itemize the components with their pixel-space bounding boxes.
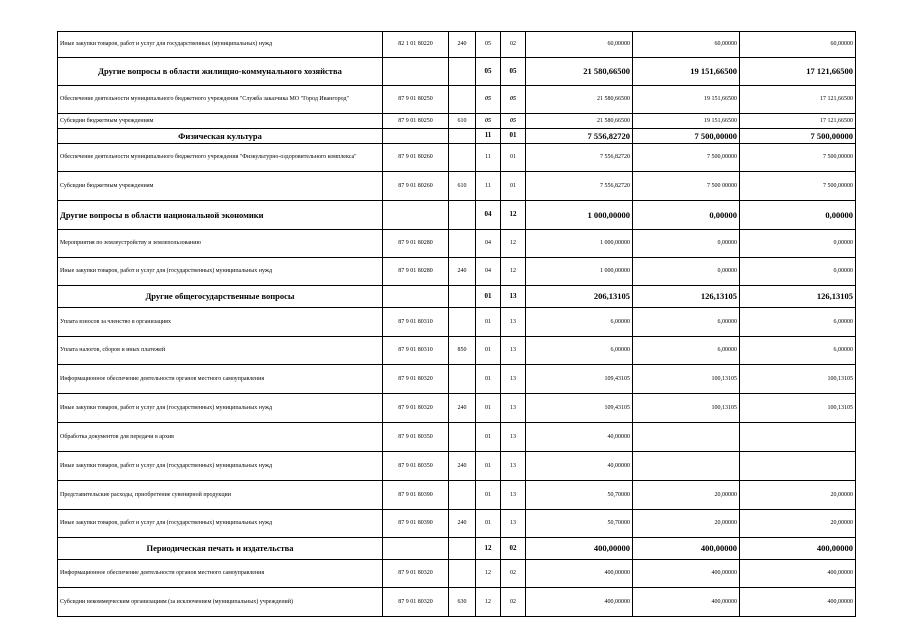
row-name-cell: Обеспечение деятельности муниципального бюджетного учреждения "Служба заказчика МО "Город Ивангород" <box>58 86 383 114</box>
expense-type-cell <box>449 481 476 510</box>
amount-year2-cell: 6,00000 <box>633 308 740 337</box>
amount-year2-cell: 20,00000 <box>633 481 740 510</box>
subsection-cell: 05 <box>501 86 526 114</box>
section-cell: 11 <box>476 144 501 172</box>
amount-year2-cell: 400,00000 <box>633 560 740 588</box>
amount-year2-cell: 7 500,00000 <box>633 129 740 144</box>
expense-type-cell <box>449 144 476 172</box>
expense-type-cell <box>449 129 476 144</box>
target-article-cell <box>383 58 449 86</box>
amount-year3-cell <box>740 423 856 452</box>
table-row <box>58 365 856 394</box>
expense-type-cell: 240 <box>449 394 476 423</box>
amount-year3-cell: 7 500,00000 <box>740 172 856 201</box>
table-row <box>58 452 856 481</box>
row-name-cell: Другие вопросы в области жилищно-коммунального хозяйства <box>58 58 383 86</box>
section-cell: 12 <box>476 588 501 617</box>
expense-type-cell <box>449 86 476 114</box>
amount-year3-cell: 100,13105 <box>740 365 856 394</box>
section-header-row <box>58 58 856 86</box>
target-article-cell: 87 9 01 80320 <box>383 588 449 617</box>
table-row <box>58 86 856 114</box>
section-cell: 05 <box>476 114 501 129</box>
section-header-row <box>58 538 856 560</box>
section-cell: 05 <box>476 32 501 58</box>
amount-year1-cell: 40,00000 <box>526 452 633 481</box>
row-name-cell: Физическая культура <box>58 129 383 144</box>
target-article-cell <box>383 201 449 230</box>
subsection-cell: 13 <box>501 481 526 510</box>
budget-table <box>57 31 856 617</box>
expense-type-cell <box>449 286 476 308</box>
table-row <box>58 172 856 201</box>
expense-type-cell: 610 <box>449 114 476 129</box>
amount-year2-cell: 400,00000 <box>633 588 740 617</box>
row-name-cell: Мероприятия по землеустройству и землепользованию <box>58 230 383 258</box>
section-cell: 11 <box>476 129 501 144</box>
section-cell: 01 <box>476 286 501 308</box>
subsection-cell: 01 <box>501 129 526 144</box>
amount-year1-cell: 400,00000 <box>526 538 633 560</box>
section-cell: 04 <box>476 230 501 258</box>
row-name-cell: Информационное обеспечение деятельности органов местного самоуправления <box>58 560 383 588</box>
subsection-cell: 12 <box>501 258 526 286</box>
section-cell: 01 <box>476 481 501 510</box>
row-name-cell: Уплата взносов за членство в организациях <box>58 308 383 337</box>
amount-year1-cell: 21 580,66500 <box>526 86 633 114</box>
row-name-cell: Субсидии бюджетным учреждениям <box>58 172 383 201</box>
amount-year3-cell: 100,13105 <box>740 394 856 423</box>
amount-year2-cell: 126,13105 <box>633 286 740 308</box>
amount-year3-cell <box>740 452 856 481</box>
section-cell: 01 <box>476 365 501 394</box>
section-cell: 01 <box>476 394 501 423</box>
amount-year1-cell: 21 580,66500 <box>526 58 633 86</box>
section-cell: 05 <box>476 58 501 86</box>
subsection-cell: 12 <box>501 230 526 258</box>
budget-table-page <box>57 31 855 617</box>
row-name-cell: Обработка документов для передачи в архив <box>58 423 383 452</box>
target-article-cell: 87 9 01 80320 <box>383 365 449 394</box>
amount-year3-cell: 400,00000 <box>740 588 856 617</box>
row-name-cell: Иные закупки товаров, работ и услуг для (государственных) муниципальных нужд <box>58 510 383 538</box>
amount-year1-cell: 400,00000 <box>526 560 633 588</box>
table-row <box>58 588 856 617</box>
amount-year3-cell: 6,00000 <box>740 337 856 365</box>
subsection-cell: 02 <box>501 560 526 588</box>
target-article-cell: 82 1 01 80220 <box>383 32 449 58</box>
amount-year2-cell: 19 151,66500 <box>633 114 740 129</box>
section-header-row <box>58 201 856 230</box>
amount-year1-cell: 7 556,82720 <box>526 129 633 144</box>
amount-year1-cell: 1 000,00000 <box>526 201 633 230</box>
amount-year1-cell: 40,00000 <box>526 423 633 452</box>
target-article-cell: 87 9 01 80250 <box>383 86 449 114</box>
target-article-cell: 87 9 01 80310 <box>383 337 449 365</box>
amount-year3-cell: 17 121,66500 <box>740 86 856 114</box>
subsection-cell: 02 <box>501 538 526 560</box>
section-cell: 04 <box>476 258 501 286</box>
amount-year3-cell: 20,00000 <box>740 510 856 538</box>
subsection-cell: 02 <box>501 32 526 58</box>
row-name-cell: Другие общегосударственные вопросы <box>58 286 383 308</box>
amount-year3-cell: 7 500,00000 <box>740 129 856 144</box>
amount-year3-cell: 0,00000 <box>740 201 856 230</box>
section-header-row <box>58 286 856 308</box>
target-article-cell: 87 9 01 80260 <box>383 144 449 172</box>
amount-year1-cell: 60,00000 <box>526 32 633 58</box>
target-article-cell: 87 9 01 80350 <box>383 452 449 481</box>
amount-year1-cell: 7 556,82720 <box>526 172 633 201</box>
subsection-cell: 05 <box>501 114 526 129</box>
amount-year3-cell: 400,00000 <box>740 560 856 588</box>
amount-year1-cell: 109,43105 <box>526 394 633 423</box>
expense-type-cell <box>449 308 476 337</box>
amount-year2-cell <box>633 423 740 452</box>
section-cell: 11 <box>476 172 501 201</box>
section-header-row <box>58 129 856 144</box>
subsection-cell: 12 <box>501 201 526 230</box>
expense-type-cell: 610 <box>449 172 476 201</box>
amount-year3-cell: 126,13105 <box>740 286 856 308</box>
subsection-cell: 02 <box>501 588 526 617</box>
amount-year2-cell: 400,00000 <box>633 538 740 560</box>
expense-type-cell <box>449 201 476 230</box>
subsection-cell: 13 <box>501 423 526 452</box>
section-cell: 04 <box>476 201 501 230</box>
subsection-cell: 13 <box>501 365 526 394</box>
amount-year2-cell: 0,00000 <box>633 201 740 230</box>
expense-type-cell <box>449 560 476 588</box>
expense-type-cell: 240 <box>449 510 476 538</box>
expense-type-cell <box>449 58 476 86</box>
section-cell: 01 <box>476 337 501 365</box>
section-cell: 05 <box>476 86 501 114</box>
amount-year3-cell: 17 121,66500 <box>740 114 856 129</box>
section-cell: 01 <box>476 308 501 337</box>
amount-year3-cell: 0,00000 <box>740 230 856 258</box>
subsection-cell: 05 <box>501 58 526 86</box>
table-row <box>58 258 856 286</box>
row-name-cell: Представительские расходы, приобретение сувенирной продукции <box>58 481 383 510</box>
expense-type-cell: 240 <box>449 452 476 481</box>
target-article-cell: 87 9 01 80310 <box>383 308 449 337</box>
expense-type-cell: 240 <box>449 32 476 58</box>
section-cell: 01 <box>476 452 501 481</box>
amount-year3-cell: 400,00000 <box>740 538 856 560</box>
row-name-cell: Иные закупки товаров, работ и услуг для государственных (муниципальных) нужд <box>58 32 383 58</box>
amount-year2-cell: 7 500,00000 <box>633 144 740 172</box>
target-article-cell <box>383 286 449 308</box>
amount-year3-cell: 20,00000 <box>740 481 856 510</box>
amount-year1-cell: 7 556,82720 <box>526 144 633 172</box>
target-article-cell: 87 9 01 80320 <box>383 394 449 423</box>
subsection-cell: 01 <box>501 172 526 201</box>
target-article-cell <box>383 538 449 560</box>
expense-type-cell <box>449 365 476 394</box>
row-name-cell: Субсидии бюджетным учреждениям <box>58 114 383 129</box>
amount-year1-cell: 1 000,00000 <box>526 258 633 286</box>
amount-year2-cell: 60,00000 <box>633 32 740 58</box>
amount-year3-cell: 6,00000 <box>740 308 856 337</box>
expense-type-cell: 240 <box>449 258 476 286</box>
target-article-cell: 87 9 01 80320 <box>383 560 449 588</box>
amount-year3-cell: 7 500,00000 <box>740 144 856 172</box>
amount-year2-cell: 19 151,66500 <box>633 86 740 114</box>
subsection-cell: 01 <box>501 144 526 172</box>
table-row <box>58 114 856 129</box>
row-name-cell: Иные закупки товаров, работ и услуг для (государственных) муниципальных нужд <box>58 452 383 481</box>
target-article-cell <box>383 129 449 144</box>
target-article-cell: 87 9 01 80280 <box>383 230 449 258</box>
table-row <box>58 394 856 423</box>
target-article-cell: 87 9 01 80250 <box>383 114 449 129</box>
row-name-cell: Информационное обеспечение деятельности органов местного самоуправления <box>58 365 383 394</box>
amount-year1-cell: 1 000,00000 <box>526 230 633 258</box>
table-row <box>58 337 856 365</box>
amount-year1-cell: 21 580,66500 <box>526 114 633 129</box>
table-row <box>58 32 856 58</box>
expense-type-cell <box>449 538 476 560</box>
subsection-cell: 13 <box>501 337 526 365</box>
amount-year3-cell: 60,00000 <box>740 32 856 58</box>
row-name-cell: Обеспечение деятельности муниципального бюджетного учреждения "Физкультурно-оздоровительного комплекса" <box>58 144 383 172</box>
row-name-cell: Субсидии некоммерческим организациям (за исключением (муниципальных) учреждений) <box>58 588 383 617</box>
table-row <box>58 144 856 172</box>
amount-year3-cell: 17 121,66500 <box>740 58 856 86</box>
amount-year2-cell: 6,00000 <box>633 337 740 365</box>
amount-year1-cell: 206,13105 <box>526 286 633 308</box>
amount-year1-cell: 50,70000 <box>526 481 633 510</box>
expense-type-cell <box>449 230 476 258</box>
section-cell: 12 <box>476 538 501 560</box>
section-cell: 01 <box>476 510 501 538</box>
table-row <box>58 230 856 258</box>
row-name-cell: Другие вопросы в области национальной экономики <box>58 201 383 230</box>
row-name-cell: Иные закупки товаров, работ и услуг для (государственных) муниципальных нужд <box>58 258 383 286</box>
subsection-cell: 13 <box>501 394 526 423</box>
table-row <box>58 510 856 538</box>
subsection-cell: 13 <box>501 308 526 337</box>
section-cell: 01 <box>476 423 501 452</box>
amount-year2-cell: 19 151,66500 <box>633 58 740 86</box>
subsection-cell: 13 <box>501 510 526 538</box>
amount-year2-cell <box>633 452 740 481</box>
subsection-cell: 13 <box>501 286 526 308</box>
amount-year1-cell: 6,00000 <box>526 308 633 337</box>
amount-year1-cell: 50,70000 <box>526 510 633 538</box>
amount-year3-cell: 0,00000 <box>740 258 856 286</box>
amount-year2-cell: 100,13105 <box>633 365 740 394</box>
target-article-cell: 87 9 01 80280 <box>383 258 449 286</box>
row-name-cell: Уплата налогов, сборов и иных платежей <box>58 337 383 365</box>
expense-type-cell: 630 <box>449 588 476 617</box>
target-article-cell: 87 9 01 80390 <box>383 481 449 510</box>
target-article-cell: 87 9 01 80260 <box>383 172 449 201</box>
row-name-cell: Периодическая печать и издательства <box>58 538 383 560</box>
row-name-cell: Иные закупки товаров, работ и услуг для (государственных) муниципальных нужд <box>58 394 383 423</box>
amount-year2-cell: 20,00000 <box>633 510 740 538</box>
amount-year2-cell: 0,00000 <box>633 230 740 258</box>
table-row <box>58 560 856 588</box>
amount-year2-cell: 7 500 00000 <box>633 172 740 201</box>
amount-year1-cell: 400,00000 <box>526 588 633 617</box>
amount-year2-cell: 100,13105 <box>633 394 740 423</box>
target-article-cell: 87 9 01 80390 <box>383 510 449 538</box>
table-row <box>58 308 856 337</box>
target-article-cell: 87 9 01 80350 <box>383 423 449 452</box>
table-row <box>58 423 856 452</box>
amount-year1-cell: 109,43105 <box>526 365 633 394</box>
table-row <box>58 481 856 510</box>
expense-type-cell: 850 <box>449 337 476 365</box>
expense-type-cell <box>449 423 476 452</box>
section-cell: 12 <box>476 560 501 588</box>
subsection-cell: 13 <box>501 452 526 481</box>
amount-year2-cell: 0,00000 <box>633 258 740 286</box>
budget-table-body <box>58 32 856 617</box>
amount-year1-cell: 6,00000 <box>526 337 633 365</box>
